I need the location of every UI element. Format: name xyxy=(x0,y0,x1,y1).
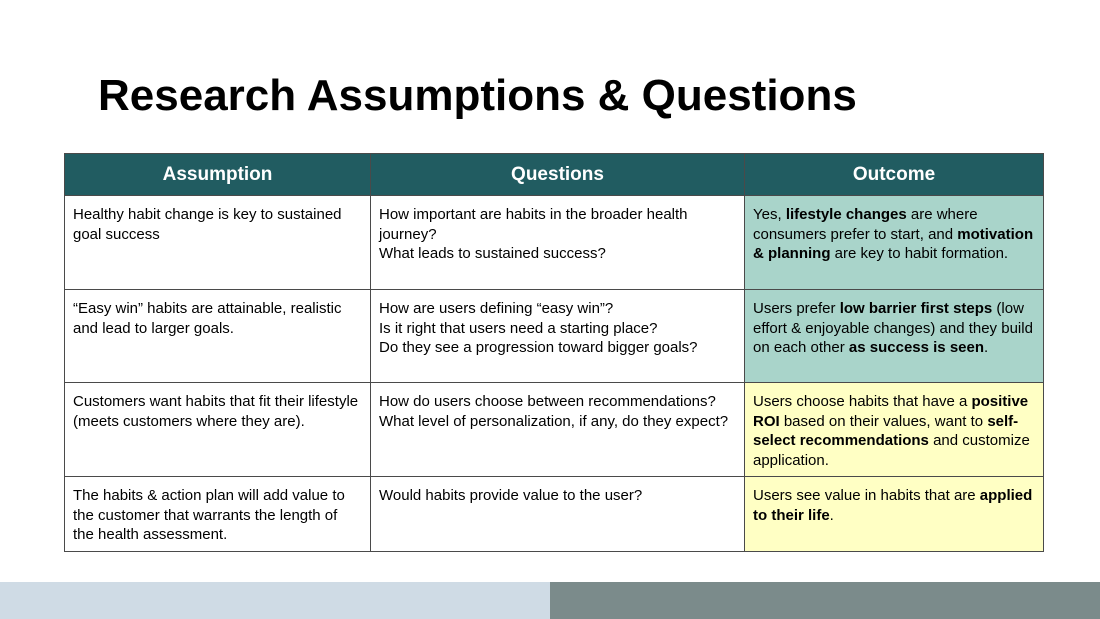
outcome-text: Users prefer low barrier first steps (low effort & enjoyable changes) and they build on each other as success is seen. xyxy=(753,300,1033,356)
table-row xyxy=(65,383,1044,477)
header-questions: Questions xyxy=(371,154,745,196)
question-line: What level of personalization, if any, do they expect? xyxy=(379,412,729,430)
assumption-cell: The habits & action plan will add value to the customer that warrants the length of the health assessment. xyxy=(65,477,371,552)
table-header-row xyxy=(65,154,1044,196)
footer-bar-left xyxy=(0,582,550,619)
outcome-cell xyxy=(745,383,1044,477)
table-row xyxy=(65,477,1044,552)
outcome-cell xyxy=(745,290,1044,383)
questions-cell xyxy=(371,477,745,552)
slide-title: Research Assumptions & Questions xyxy=(98,71,857,120)
assumptions-table xyxy=(64,153,1044,552)
question-line: How are users defining “easy win”? xyxy=(379,300,614,317)
question-line: What leads to sustained success? xyxy=(379,245,606,262)
outcome-text: Users choose habits that have a positive ROI based on their values, want to self-select recommendations and customize application. xyxy=(753,393,1030,469)
assumption-cell: Customers want habits that fit their lifestyle (meets customers where they are). xyxy=(65,383,371,477)
question-line: How do users choose between recommendations? xyxy=(379,393,716,410)
outcome-cell xyxy=(745,196,1044,290)
question-line: Would habits provide value to the user? xyxy=(379,487,643,504)
assumption-cell: Healthy habit change is key to sustained goal success xyxy=(65,196,371,290)
questions-cell xyxy=(371,290,745,383)
outcome-cell xyxy=(745,477,1044,552)
outcome-text: Users see value in habits that are applied to their life. xyxy=(753,487,1033,524)
header-outcome: Outcome xyxy=(745,154,1044,196)
table-row xyxy=(65,196,1044,290)
outcome-text: Yes, lifestyle changes are where consumers prefer to start, and motivation & planning are key to habit formation. xyxy=(753,206,1034,262)
questions-cell xyxy=(371,383,745,477)
question-line: Is it right that users need a starting place? xyxy=(379,319,658,337)
header-assumption: Assumption xyxy=(65,154,371,196)
table-row xyxy=(65,290,1044,383)
footer-bar-right xyxy=(550,582,1100,619)
question-line: Do they see a progression toward bigger goals? xyxy=(379,339,698,356)
questions-cell xyxy=(371,196,745,290)
question-line: How important are habits in the broader health journey? xyxy=(379,206,688,243)
assumption-cell: “Easy win” habits are attainable, realistic and lead to larger goals. xyxy=(65,290,371,383)
